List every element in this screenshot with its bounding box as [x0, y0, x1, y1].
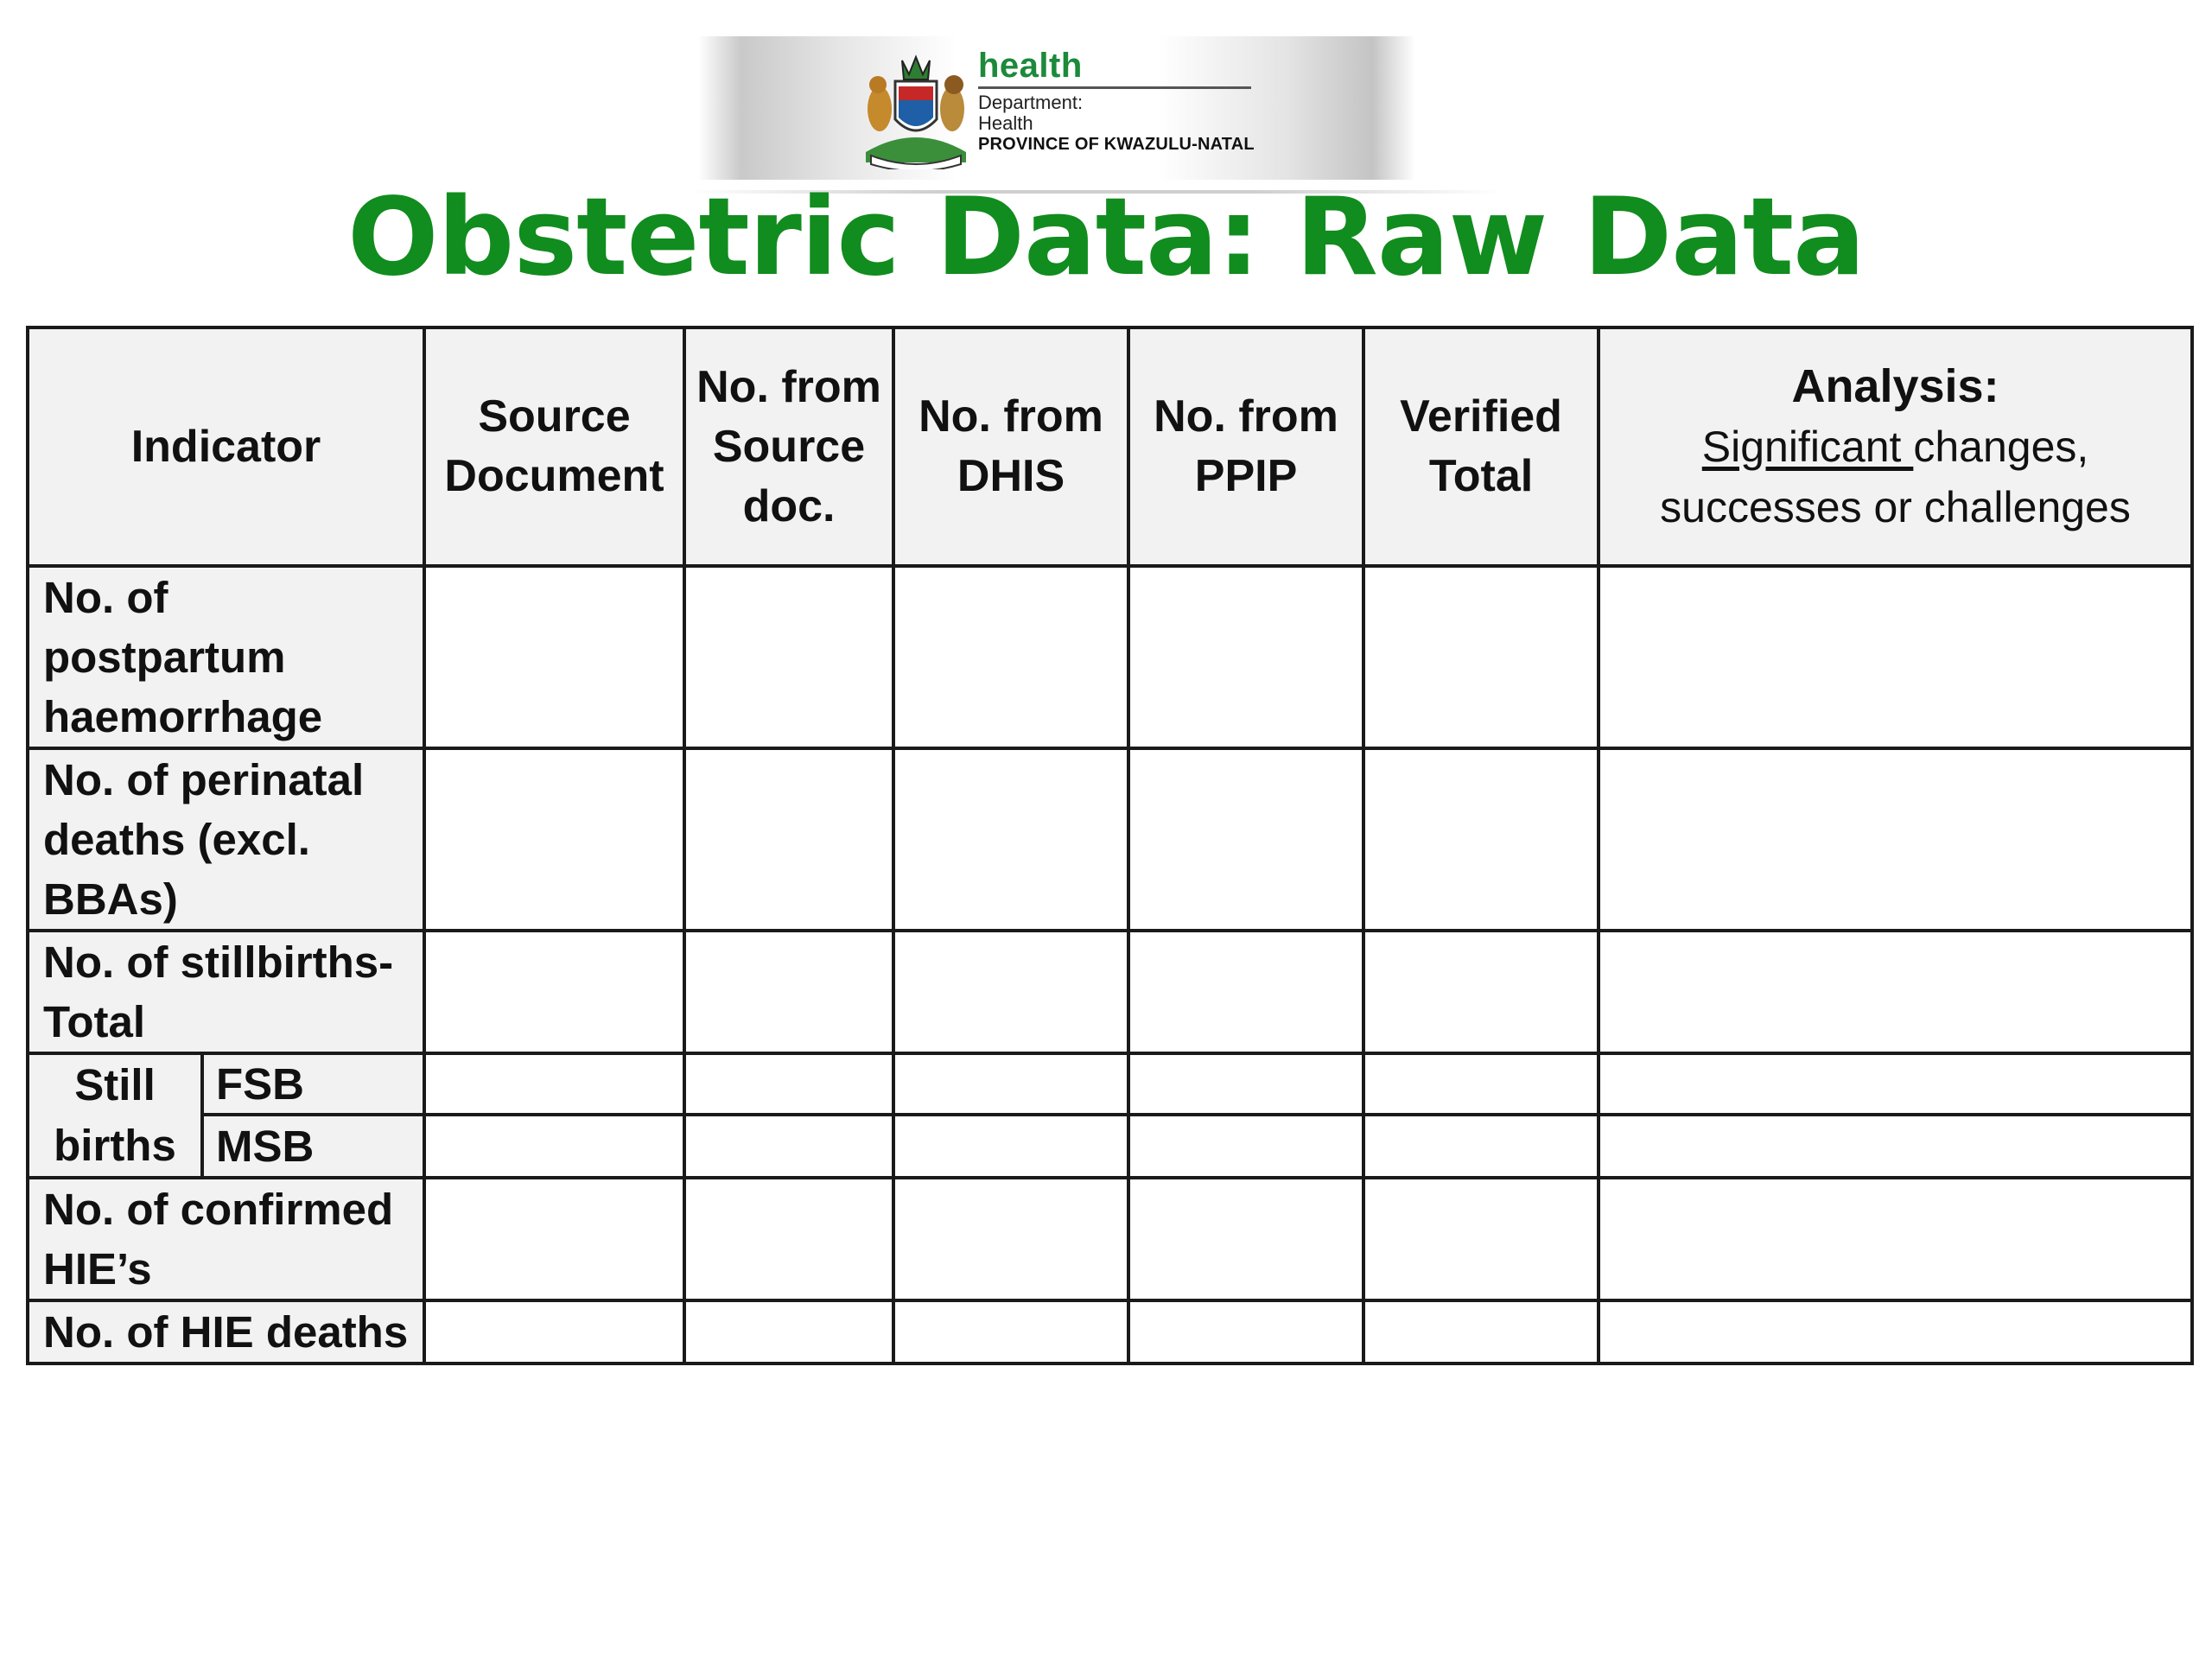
pph-source-doc-input[interactable]: [686, 636, 892, 679]
hie-deaths-source-document-input[interactable]: [426, 1311, 683, 1354]
perinatal-analysis-input[interactable]: [1600, 818, 2190, 861]
cell-from-dhis[interactable]: [893, 748, 1128, 931]
cell-from-ppip[interactable]: [1128, 1115, 1363, 1178]
kzn-coat-of-arms-icon: [859, 48, 973, 169]
hie-deaths-analysis-input[interactable]: [1600, 1311, 2190, 1354]
header-no-from-dhis: No. from DHIS: [893, 327, 1128, 566]
hie-source-document-input[interactable]: [426, 1217, 683, 1261]
hie-analysis-input[interactable]: [1600, 1217, 2190, 1261]
cell-from-dhis[interactable]: [893, 566, 1128, 748]
cell-source-document[interactable]: [424, 931, 684, 1053]
cell-analysis[interactable]: [1599, 1300, 2192, 1363]
cell-verified-total[interactable]: [1363, 566, 1599, 748]
fsb-ppip-input[interactable]: [1130, 1063, 1362, 1106]
msb-ppip-input[interactable]: [1130, 1125, 1362, 1168]
msb-source-doc-input[interactable]: [686, 1125, 892, 1168]
analysis-subtitle: changes, successes or challenges: [1660, 423, 2131, 531]
cell-analysis[interactable]: [1599, 931, 2192, 1053]
cell-verified-total[interactable]: [1363, 931, 1599, 1053]
cell-from-source-doc[interactable]: [684, 1053, 893, 1115]
cell-verified-total[interactable]: [1363, 748, 1599, 931]
hie-deaths-ppip-input[interactable]: [1130, 1311, 1362, 1354]
cell-source-document[interactable]: [424, 1053, 684, 1115]
indicator-perinatal-deaths: No. of perinatal deaths (excl. BBAs): [28, 748, 424, 931]
cell-from-source-doc[interactable]: [684, 1178, 893, 1300]
analysis-title: Analysis:: [1791, 360, 1999, 412]
pph-source-document-input[interactable]: [426, 636, 683, 679]
fsb-source-document-input[interactable]: [426, 1063, 683, 1106]
cell-from-ppip[interactable]: [1128, 1178, 1363, 1300]
stillbirths-dhis-input[interactable]: [895, 970, 1127, 1014]
obstetric-raw-data-table: [26, 326, 2194, 1365]
msb-verified-total-input[interactable]: [1365, 1125, 1597, 1168]
cell-analysis[interactable]: [1599, 1115, 2192, 1178]
indicator-stillbirths-total: No. of stillbirths-Total: [28, 931, 424, 1053]
logo-rule: [978, 86, 1251, 89]
cell-from-source-doc[interactable]: [684, 931, 893, 1053]
department-logo-banner: [698, 36, 1415, 180]
fsb-dhis-input[interactable]: [895, 1063, 1127, 1106]
pph-verified-total-input[interactable]: [1365, 636, 1597, 679]
cell-from-dhis[interactable]: [893, 1053, 1128, 1115]
indicator-hie-deaths: No. of HIE deaths: [28, 1300, 424, 1363]
cell-from-ppip[interactable]: [1128, 566, 1363, 748]
cell-source-document[interactable]: [424, 1178, 684, 1300]
table-row: [28, 748, 2192, 931]
stillbirths-source-document-input[interactable]: [426, 970, 683, 1014]
cell-from-dhis[interactable]: [893, 931, 1128, 1053]
pph-dhis-input[interactable]: [895, 636, 1127, 679]
cell-from-ppip[interactable]: [1128, 1053, 1363, 1115]
perinatal-dhis-input[interactable]: [895, 818, 1127, 861]
indicator-msb: MSB: [202, 1115, 424, 1178]
stillbirths-verified-total-input[interactable]: [1365, 970, 1597, 1014]
stillbirths-source-doc-input[interactable]: [686, 970, 892, 1014]
hie-dhis-input[interactable]: [895, 1217, 1127, 1261]
cell-from-source-doc[interactable]: [684, 566, 893, 748]
cell-from-source-doc[interactable]: [684, 1115, 893, 1178]
header-analysis: [1599, 327, 2192, 566]
stillbirths-ppip-input[interactable]: [1130, 970, 1362, 1014]
cell-source-document[interactable]: [424, 748, 684, 931]
table-row: [28, 1300, 2192, 1363]
perinatal-verified-total-input[interactable]: [1365, 818, 1597, 861]
analysis-significant: Significant: [1701, 423, 1914, 471]
cell-from-ppip[interactable]: [1128, 931, 1363, 1053]
logo-province-line: PROVINCE OF KWAZULU-NATAL: [978, 135, 1255, 154]
fsb-verified-total-input[interactable]: [1365, 1063, 1597, 1106]
cell-source-document[interactable]: [424, 1115, 684, 1178]
cell-analysis[interactable]: [1599, 748, 2192, 931]
header-no-from-source-doc: No. from Source doc.: [684, 327, 893, 566]
cell-analysis[interactable]: [1599, 566, 2192, 748]
hie-deaths-verified-total-input[interactable]: [1365, 1311, 1597, 1354]
cell-from-source-doc[interactable]: [684, 1300, 893, 1363]
cell-verified-total[interactable]: [1363, 1178, 1599, 1300]
logo-department-line: Department:: [978, 92, 1084, 113]
department-name-block: [978, 47, 1263, 155]
indicator-fsb: FSB: [202, 1053, 424, 1115]
cell-analysis[interactable]: [1599, 1178, 2192, 1300]
pph-ppip-input[interactable]: [1130, 636, 1362, 679]
logo-health-line: Health: [978, 112, 1033, 134]
msb-dhis-input[interactable]: [895, 1125, 1127, 1168]
hie-deaths-source-doc-input[interactable]: [686, 1311, 892, 1354]
indicator-still-births-group: Still births: [28, 1053, 202, 1178]
indicator-confirmed-hie: No. of confirmed HIE’s: [28, 1178, 424, 1300]
hie-source-doc-input[interactable]: [686, 1217, 892, 1261]
cell-from-dhis[interactable]: [893, 1115, 1128, 1178]
header-no-from-ppip: No. from PPIP: [1128, 327, 1363, 566]
fsb-analysis-input[interactable]: [1600, 1063, 2190, 1106]
cell-source-document[interactable]: [424, 566, 684, 748]
logo-health-word: health: [978, 47, 1083, 85]
table-row: [28, 566, 2192, 748]
cell-from-source-doc[interactable]: [684, 748, 893, 931]
table-row: [28, 1053, 2192, 1115]
pph-analysis-input[interactable]: [1600, 636, 2190, 679]
header-verified-total: Verified Total: [1363, 327, 1599, 566]
cell-analysis[interactable]: [1599, 1053, 2192, 1115]
stillbirths-analysis-input[interactable]: [1600, 970, 2190, 1014]
cell-from-dhis[interactable]: [893, 1300, 1128, 1363]
table-row: [28, 931, 2192, 1053]
cell-from-ppip[interactable]: [1128, 748, 1363, 931]
header-row: [28, 327, 2192, 566]
indicator-postpartum-haemorrhage: No. of postpartum haemorrhage: [28, 566, 424, 748]
cell-verified-total[interactable]: [1363, 1115, 1599, 1178]
cell-verified-total[interactable]: [1363, 1300, 1599, 1363]
msb-analysis-input[interactable]: [1600, 1125, 2190, 1168]
cell-from-dhis[interactable]: [893, 1178, 1128, 1300]
hie-deaths-dhis-input[interactable]: [895, 1311, 1127, 1354]
cell-from-ppip[interactable]: [1128, 1300, 1363, 1363]
perinatal-ppip-input[interactable]: [1130, 818, 1362, 861]
page-title: Obstetric Data: Raw Data: [347, 175, 1865, 300]
fsb-source-doc-input[interactable]: [686, 1063, 892, 1106]
cell-verified-total[interactable]: [1363, 1053, 1599, 1115]
header-source-document: Source Document: [424, 327, 684, 566]
perinatal-source-document-input[interactable]: [426, 818, 683, 861]
header-indicator: Indicator: [28, 327, 424, 566]
table-row: [28, 1115, 2192, 1178]
msb-source-document-input[interactable]: [426, 1125, 683, 1168]
table-row: [28, 1178, 2192, 1300]
hie-verified-total-input[interactable]: [1365, 1217, 1597, 1261]
perinatal-source-doc-input[interactable]: [686, 818, 892, 861]
hie-ppip-input[interactable]: [1130, 1217, 1362, 1261]
cell-source-document[interactable]: [424, 1300, 684, 1363]
